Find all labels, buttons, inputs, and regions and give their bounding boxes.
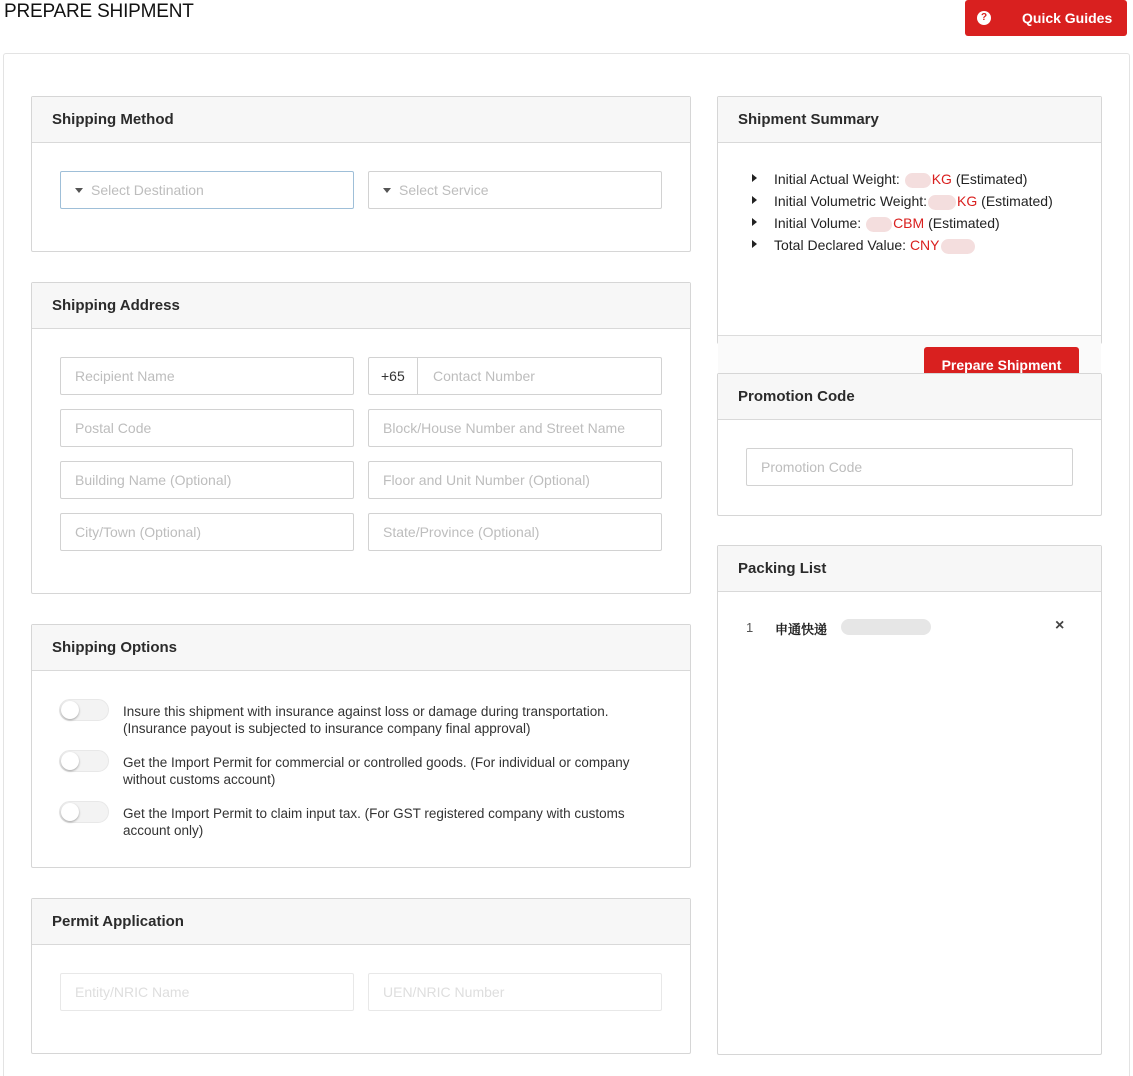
postal-code-input[interactable] [60, 409, 354, 447]
caret-down-icon [383, 188, 391, 193]
uen-input[interactable] [368, 973, 662, 1011]
entity-name-input[interactable] [60, 973, 354, 1011]
panel-title: Shipping Method [32, 97, 690, 143]
recipient-placeholder: Recipient Name [75, 368, 175, 384]
insurance-option-text: Insure this shipment with insurance against loss or damage during transportation. (Insurance payout is subjected to insurance company final approval) [123, 704, 609, 736]
contact-number-input[interactable] [368, 357, 662, 395]
summary-suffix: (Estimated) [955, 171, 1028, 187]
summary-list [752, 171, 1053, 259]
summary-item-declared-value [752, 237, 1053, 259]
bullet-triangle-icon [752, 218, 757, 226]
service-select[interactable] [368, 171, 662, 209]
summary-unit: CBM [893, 215, 925, 231]
service-placeholder: Select Service [399, 182, 489, 198]
promotion-code-panel [717, 373, 1102, 516]
unit-input[interactable] [368, 461, 662, 499]
panel-title: Shipping Address [32, 283, 690, 329]
list-item [746, 618, 1078, 638]
postal-placeholder: Postal Code [75, 420, 152, 436]
panel-title: Shipping Options [32, 625, 690, 671]
entity-placeholder: Entity/NRIC Name [75, 984, 190, 1000]
shipping-options-panel [31, 624, 691, 868]
toggle-knob [61, 701, 79, 719]
state-input[interactable] [368, 513, 662, 551]
city-input[interactable] [60, 513, 354, 551]
shipment-summary-panel [717, 96, 1102, 373]
phone-prefix: +65 [369, 358, 418, 394]
unit-placeholder: Floor and Unit Number (Optional) [383, 472, 590, 488]
summary-unit: KG [931, 171, 952, 187]
summary-unit: KG [957, 193, 978, 209]
bullet-triangle-icon [752, 240, 757, 248]
question-icon: ? [977, 11, 991, 25]
import-permit-option-text: Get the Import Permit for commercial or controlled goods. (For individual or company without customs account) [123, 755, 630, 787]
building-placeholder: Building Name (Optional) [75, 472, 232, 488]
item-name: 申通快递 [775, 622, 828, 637]
permit-application-panel [31, 898, 691, 1054]
destination-placeholder: Select Destination [91, 182, 204, 198]
input-tax-toggle[interactable] [59, 801, 109, 823]
import-permit-toggle[interactable] [59, 750, 109, 772]
toggle-knob [61, 803, 79, 821]
summary-suffix: (Estimated) [981, 193, 1053, 209]
redacted-value [841, 619, 931, 635]
redacted-value [928, 195, 956, 210]
redacted-value [905, 173, 931, 188]
summary-item-actual-weight [752, 171, 1053, 193]
main-container [3, 53, 1130, 1076]
item-index: 1 [746, 620, 754, 635]
input-tax-option-text: Get the Import Permit to claim input tax. (For GST registered company with customs account only) [123, 806, 625, 838]
recipient-name-input[interactable] [60, 357, 354, 395]
summary-label: Initial Actual Weight: [774, 171, 900, 187]
summary-suffix: (Estimated) [928, 215, 1000, 231]
panel-title: Promotion Code [718, 374, 1101, 420]
quick-guides-button[interactable] [965, 0, 1127, 36]
page-title: PREPARE SHIPMENT [4, 1, 194, 22]
bullet-triangle-icon [752, 174, 757, 182]
street-input[interactable] [368, 409, 662, 447]
state-placeholder: State/Province (Optional) [383, 524, 540, 540]
contact-placeholder: Contact Number [433, 368, 535, 384]
prepare-shipment-button[interactable]: Prepare Shipment [924, 347, 1079, 383]
redacted-value [866, 217, 892, 232]
promotion-placeholder: Promotion Code [761, 459, 863, 475]
promotion-code-input[interactable] [746, 448, 1073, 486]
panel-title: Packing List [718, 546, 1101, 592]
summary-item-volume [752, 215, 1053, 237]
city-placeholder: City/Town (Optional) [75, 524, 202, 540]
summary-label: Initial Volume: [774, 215, 862, 231]
summary-item-volumetric-weight [752, 193, 1053, 215]
street-placeholder: Block/House Number and Street Name [383, 420, 625, 436]
toggle-knob [61, 752, 79, 770]
panel-title: Permit Application [32, 899, 690, 945]
caret-down-icon [75, 188, 83, 193]
building-input[interactable] [60, 461, 354, 499]
summary-label: Initial Volumetric Weight: [774, 193, 928, 209]
uen-placeholder: UEN/NRIC Number [383, 984, 505, 1000]
quick-guides-label: Quick Guides [1022, 10, 1113, 26]
shipping-address-panel [31, 282, 691, 594]
redacted-value [941, 239, 975, 254]
shipping-method-panel [31, 96, 691, 252]
packing-list-panel [717, 545, 1102, 1055]
bullet-triangle-icon [752, 196, 757, 204]
destination-select[interactable] [60, 171, 354, 209]
panel-title: Shipment Summary [718, 97, 1101, 143]
close-icon[interactable]: × [1055, 617, 1065, 634]
insurance-toggle[interactable] [59, 699, 109, 721]
summary-label: Total Declared Value: [774, 237, 907, 253]
summary-unit: CNY [909, 237, 940, 253]
